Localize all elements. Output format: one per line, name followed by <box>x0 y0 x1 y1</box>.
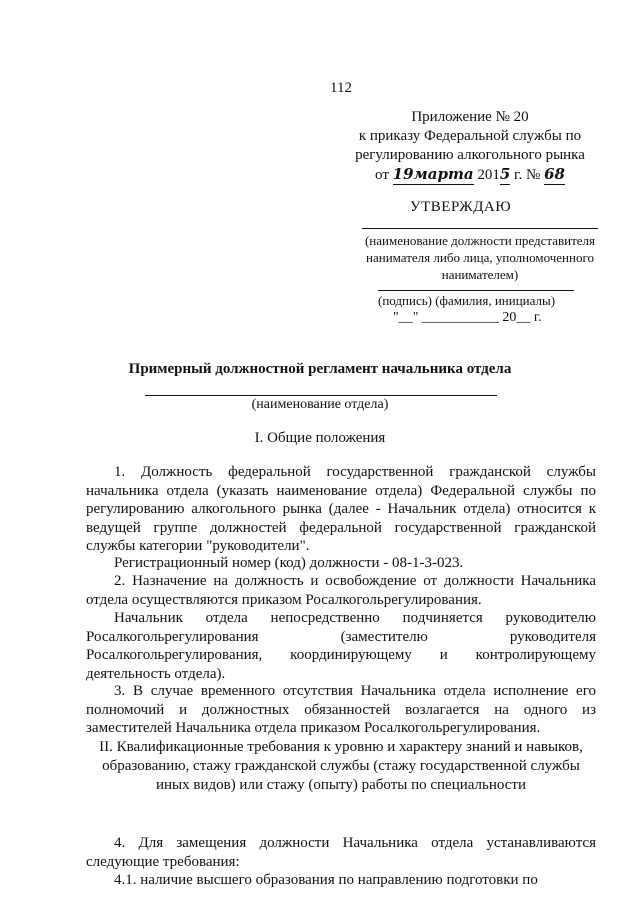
signature-labels: (подпись) (фамилия, инициалы) <box>378 293 556 308</box>
handwritten-order-number: 68 <box>544 165 565 183</box>
paragraph-1: 1. Должность федеральной государственной гражданской службы начальника отдела (указать наименование отдела) Федеральной службы по регулированию алкогольного рынка (далее - Начальник отдела) относится к ведущей группе должностей федеральной государственной гражданской службы категории "руководители". <box>86 464 596 554</box>
appendix-line-2: к приказу Федеральной службы по <box>358 128 582 144</box>
appendix-date-line <box>330 165 610 185</box>
page-number: 112 <box>330 80 352 96</box>
dept-name-line <box>145 395 497 396</box>
appendix-header <box>330 108 610 185</box>
paragraph-subordination: Начальник отдела непосредственно подчиняется руководителю Росалкогольрегулирования (заместителю руководителя Росалкогольрегулирования, координирующему и контролирующему деятельность отдела). <box>86 610 596 682</box>
approver-line <box>362 228 598 229</box>
appendix-line-1: Приложение № 20 <box>411 109 529 125</box>
year-prefix: 201 <box>477 167 500 183</box>
year-suffix: г. № <box>510 167 541 183</box>
paragraph-reg-code: Регистрационный номер (код) должности - 08-1-3-023. <box>114 555 464 571</box>
paragraph-2: 2. Назначение на должность и освобождение от должности Начальника отдела осуществляются приказом Росалкогольрегулирования. <box>86 573 596 608</box>
approval-date-line: "__" ___________ 20__ г. <box>393 310 542 325</box>
paragraph-3: 3. В случае временного отсутствия Начальника отдела исполнение его полномочий и должностных обязанностей возлагается на одного из заместителей Начальника отдела приказом Росалкогольрегулирования. <box>86 683 596 736</box>
approve-heading: УТВЕРЖДАЮ <box>410 199 512 215</box>
dept-name-placeholder: (наименование отдела) <box>251 397 389 412</box>
paragraph-4: 4. Для замещения должности Начальника отдела устанавливаются следующие требования: <box>86 835 596 870</box>
handwritten-year-digit: 5 <box>499 165 511 183</box>
appendix-line-3: регулированию алкогольного рынка <box>355 147 585 163</box>
section-2-title: II. Квалификационные требования к уровню и характеру знаний и навыков, образованию, стажу гражданской службы (стажу государственной службы иных видов) или стажу (опыту) работы по специальности <box>99 739 583 793</box>
document-title: Примерный должностной регламент начальника отдела <box>128 361 512 377</box>
paragraph-4-1: 4.1. наличие высшего образования по направлению подготовки по <box>114 872 538 888</box>
section-1-title: I. Общие положения <box>254 430 386 446</box>
handwritten-date: 19марта <box>392 165 474 183</box>
from-prefix: от <box>375 167 389 183</box>
approver-note: (наименование должности представителя нанимателя либо лица, уполномоченного нанимателем) <box>364 233 596 282</box>
signature-line <box>378 290 574 291</box>
